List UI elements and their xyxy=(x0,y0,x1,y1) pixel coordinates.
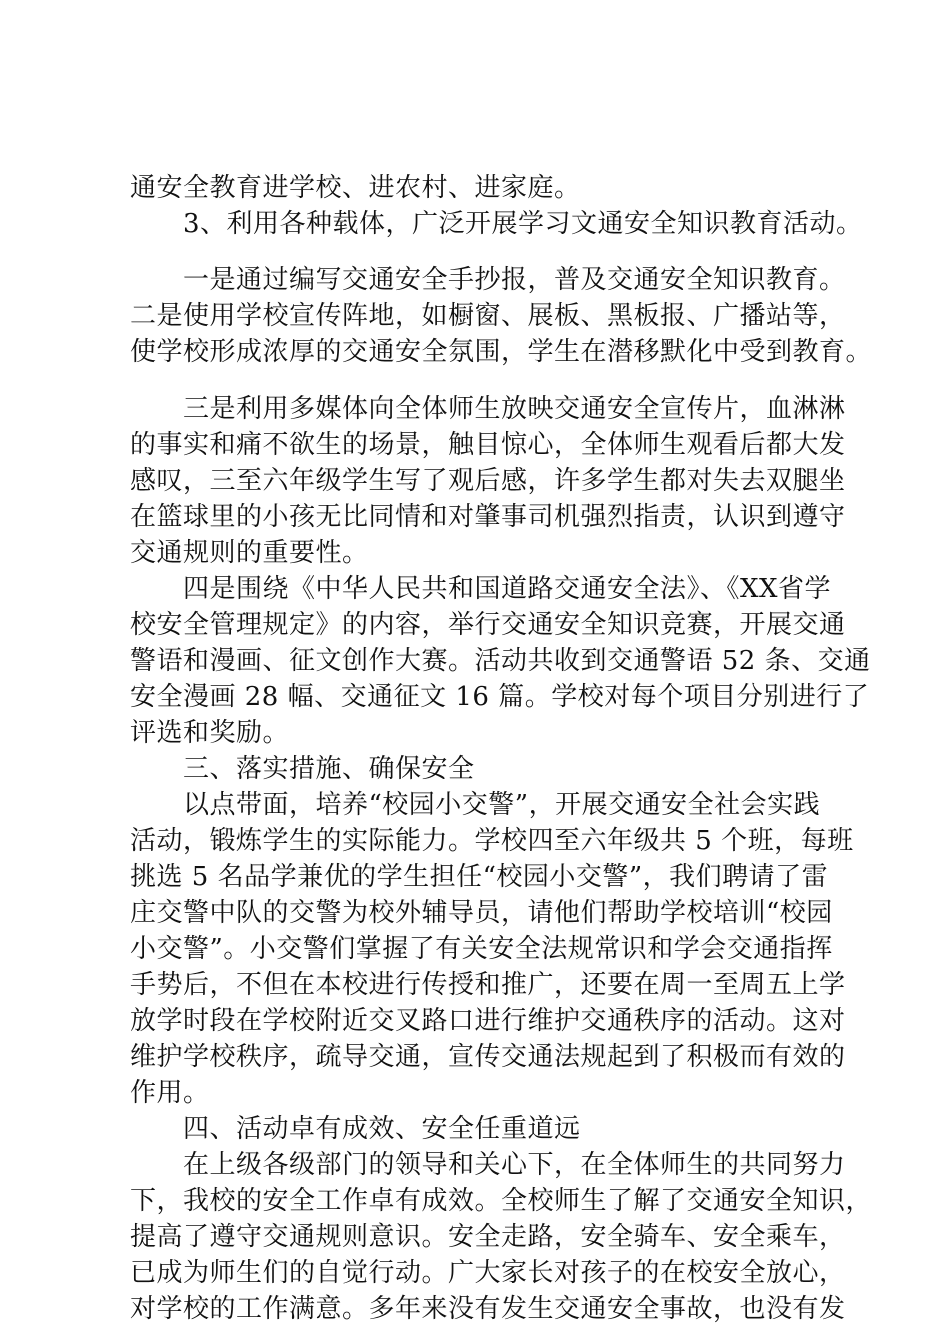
text-line: 在篮球里的小孩无比同情和对肇事司机强烈指责，认识到遵守 xyxy=(130,502,846,532)
text-line: 作用。 xyxy=(130,1078,210,1108)
text-line: 校安全管理规定》的内容，举行交通安全知识竞赛，开展交通 xyxy=(130,610,846,640)
text-line: 评选和奖励。 xyxy=(130,718,290,748)
text-line: 小交警”。小交警们掌握了有关安全法规常识和学会交通指挥 xyxy=(130,934,833,964)
text-line: 以点带面，培养“校园小交警”，开展交通安全社会实践 xyxy=(130,790,821,820)
text-line: 已成为师生们的自觉行动。广大家长对孩子的在校安全放心， xyxy=(130,1258,846,1288)
text-line: 交通规则的重要性。 xyxy=(130,538,369,568)
section-heading: 三、落实措施、确保安全 xyxy=(130,754,475,784)
text-line: 放学时段在学校附近交叉路口进行维护交通秩序的活动。这对 xyxy=(130,1006,846,1036)
text-line: 的事实和痛不欲生的场景，触目惊心，全体师生观看后都大发 xyxy=(130,430,846,460)
text-line: 警语和漫画、征文创作大赛。活动共收到交通警语 52 条、交通 xyxy=(130,646,871,676)
text-line: 活动，锻炼学生的实际能力。学校四至六年级共 5 个班，每班 xyxy=(130,826,854,856)
text-line: 维护学校秩序，疏导交通，宣传交通法规起到了积极而有效的 xyxy=(130,1042,846,1072)
text-line: 一是通过编写交通安全手抄报，普及交通安全知识教育。 xyxy=(130,265,846,295)
text-line: 3、利用各种载体，广泛开展学习文通安全知识教育活动。 xyxy=(130,209,863,239)
text-line: 四是围绕《中华人民共和国道路交通安全法》、《XX省学 xyxy=(130,574,832,604)
section-heading: 四、活动卓有成效、安全任重道远 xyxy=(130,1114,581,1144)
text-line: 二是使用学校宣传阵地，如橱窗、展板、黑板报、广播站等， xyxy=(130,301,846,331)
text-line: 使学校形成浓厚的交通安全氛围，学生在潜移默化中受到教育。 xyxy=(130,337,873,367)
text-line: 在上级各级部门的领导和关心下，在全体师生的共同努力 xyxy=(130,1150,846,1180)
text-line: 挑选 5 名品学兼优的学生担任“校园小交警”，我们聘请了雷 xyxy=(130,862,829,892)
text-line: 手势后，不但在本校进行传授和推广，还要在周一至周五上学 xyxy=(130,970,846,1000)
text-line: 三是利用多媒体向全体师生放映交通安全宣传片，血淋淋 xyxy=(130,394,846,424)
text-line: 安全漫画 28 幅、交通征文 16 篇。学校对每个项目分别进行了 xyxy=(130,682,870,712)
text-line: 通安全教育进学校、进农村、进家庭。 xyxy=(130,173,581,203)
text-line: 下，我校的安全工作卓有成效。全校师生了解了交通安全知识， xyxy=(130,1186,873,1216)
text-line: 提高了遵守交通规则意识。安全走路，安全骑车、安全乘车， xyxy=(130,1222,846,1252)
text-line: 庄交警中队的交警为校外辅导员，请他们帮助学校培训“校园 xyxy=(130,898,833,928)
text-line: 感叹，三至六年级学生写了观后感，许多学生都对失去双腿坐 xyxy=(130,466,846,496)
text-line: 对学校的工作满意。多年来没有发生交通安全事故，也没有发 xyxy=(130,1294,846,1324)
